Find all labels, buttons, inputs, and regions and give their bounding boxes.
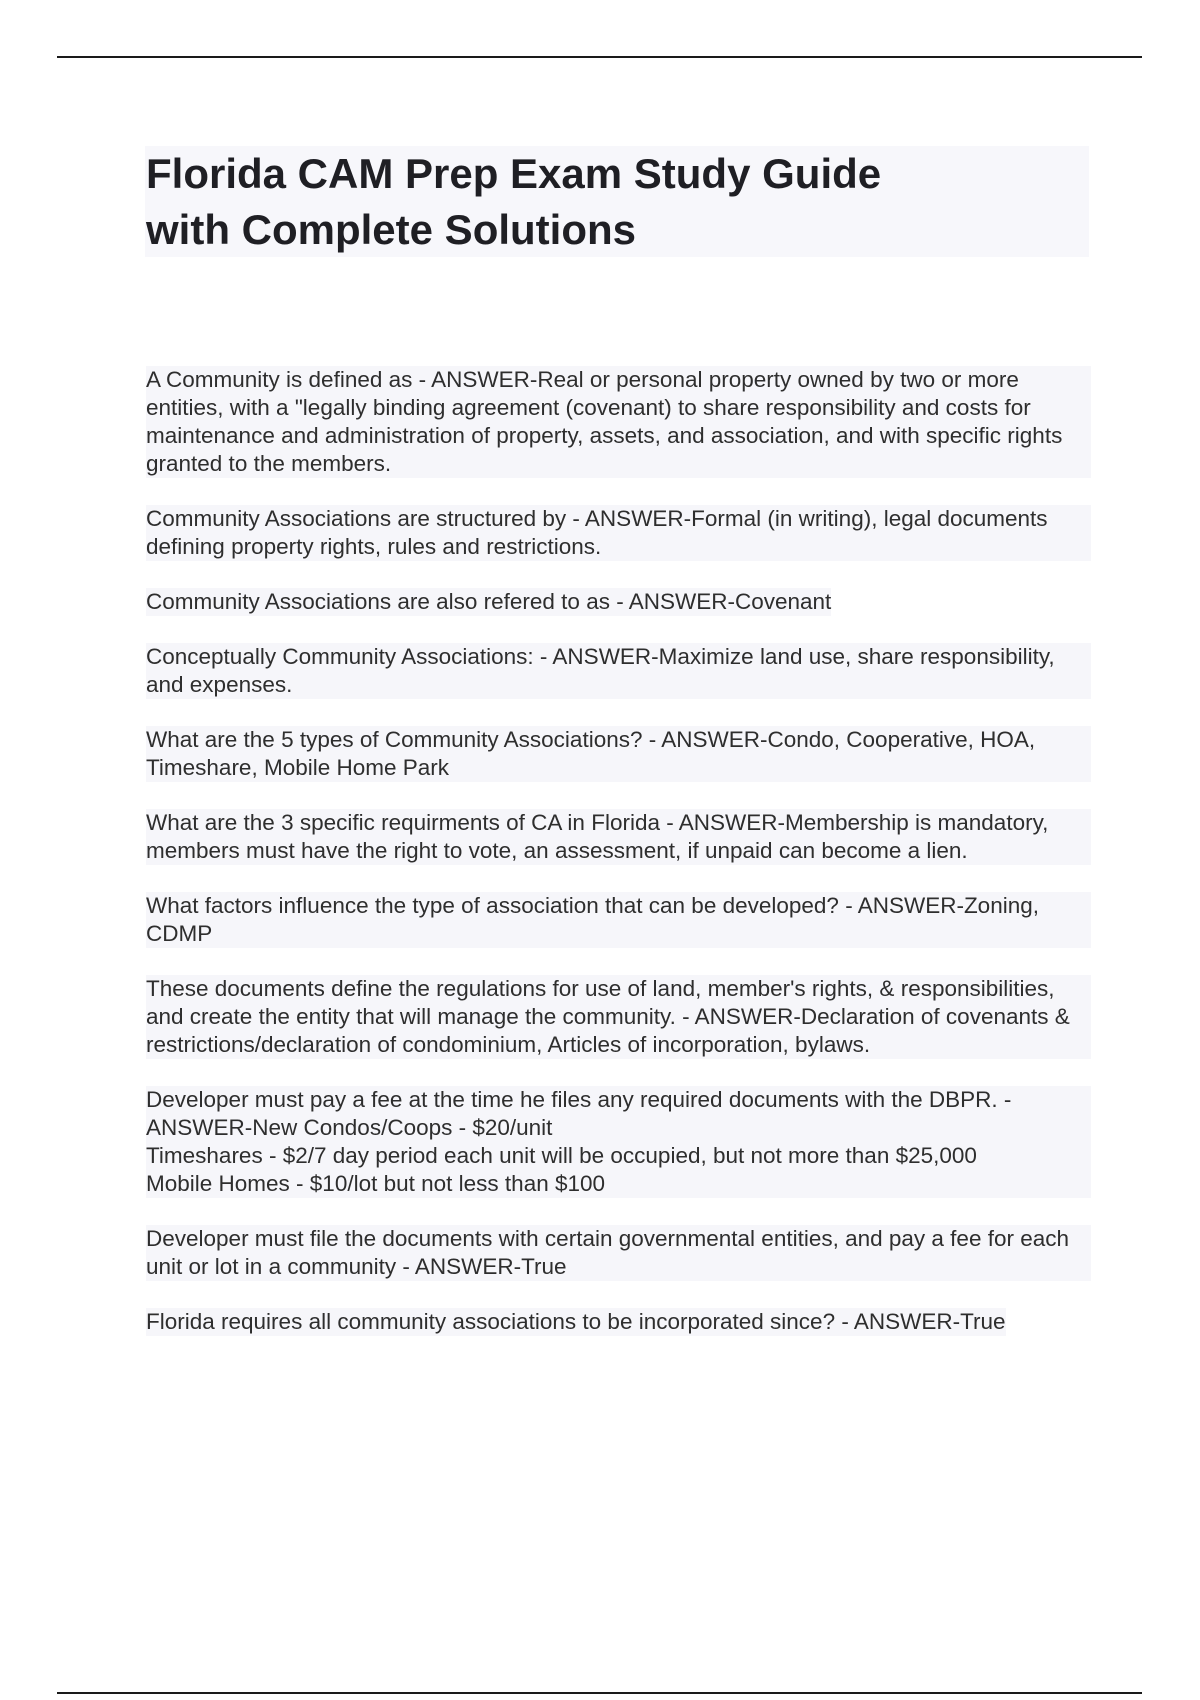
qa-text: Community Associations are also refered to as - ANSWER-Covenant — [146, 589, 832, 614]
bottom-rule — [57, 1692, 1142, 1694]
qa-text: What factors influence the type of association that can be developed? - ANSWER-Zoning, CDMP — [146, 893, 1039, 946]
qa-item — [146, 366, 1091, 478]
qa-item — [146, 588, 831, 616]
qa-text: Florida requires all community associations to be incorporated since? - ANSWER-True — [146, 1309, 1006, 1334]
qa-item — [146, 1225, 1091, 1281]
qa-item — [146, 1308, 1006, 1336]
top-rule — [57, 56, 1142, 58]
qa-text: Developer must file the documents with certain governmental entities, and pay a fee for each unit or lot in a community - ANSWER-True — [146, 1226, 1070, 1279]
qa-item — [146, 975, 1091, 1059]
title-line-2: with Complete Solutions — [146, 206, 636, 253]
qa-item — [146, 643, 1091, 699]
qa-item — [146, 809, 1091, 865]
qa-item — [146, 892, 1091, 948]
qa-text: These documents define the regulations for use of land, member's rights, & responsibilities, and create the entity that will manage the community. - ANSWER-Declaration of covenants & restrictions/declaration of condominium, Articles of incorporation, bylaws. — [146, 976, 1070, 1057]
qa-item — [146, 505, 1091, 561]
title-line-1: Florida CAM Prep Exam Study Guide — [146, 150, 882, 197]
qa-text: Developer must pay a fee at the time he files any required documents with the DBPR. - ANSWER-New Condos/Coops - $20/unit — [146, 1087, 1012, 1140]
document-title — [146, 146, 1086, 258]
qa-text: A Community is defined as - ANSWER-Real or personal property owned by two or more entities, with a "legally binding agreement (covenant) to share responsibility and costs for maintenance and administration of property, assets, and association, and with specific rights granted to the members. — [146, 367, 1063, 476]
qa-item — [146, 1086, 1091, 1198]
qa-text: What are the 5 types of Community Associations? - ANSWER-Condo, Cooperative, HOA, Timeshare, Mobile Home Park — [146, 727, 1036, 780]
qa-list — [146, 366, 1091, 1363]
qa-item — [146, 726, 1091, 782]
qa-text: Community Associations are structured by - ANSWER-Formal (in writing), legal documents defining property rights, rules and restrictions. — [146, 506, 1048, 559]
qa-text: Mobile Homes - $10/lot but not less than $100 — [146, 1171, 606, 1196]
qa-text: Conceptually Community Associations: - ANSWER-Maximize land use, share responsibility, and expenses. — [146, 644, 1055, 697]
qa-text: Timeshares - $2/7 day period each unit will be occupied, but not more than $25,000 — [146, 1143, 977, 1168]
qa-text: What are the 3 specific requirments of CA in Florida - ANSWER-Membership is mandatory, members must have the right to vote, an assessment, if unpaid can become a lien. — [146, 810, 1049, 863]
